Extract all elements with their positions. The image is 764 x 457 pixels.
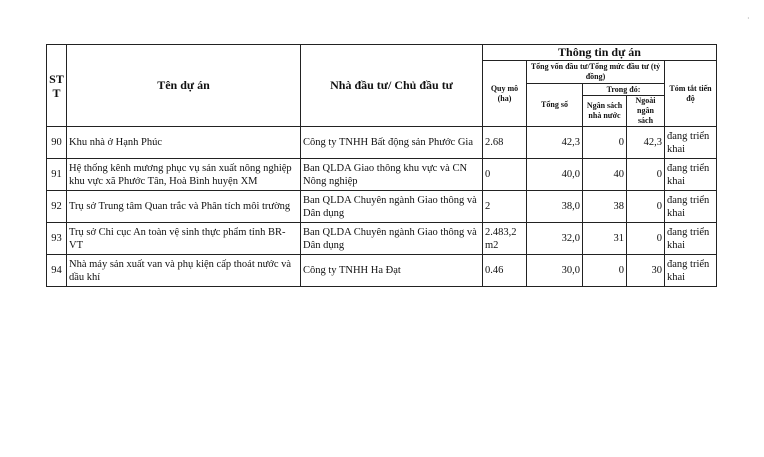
cell-non-budget: 0: [627, 223, 665, 255]
cell-state-budget: 0: [583, 255, 627, 287]
cell-stt: 91: [47, 159, 67, 191]
header-investor: Nhà đầu tư/ Chủ đầu tư: [301, 45, 483, 127]
cell-progress: đang triển khai: [665, 223, 717, 255]
cell-scale: 2.483,2m2: [483, 223, 527, 255]
scan-mark: ·: [747, 14, 750, 23]
table-row: [47, 159, 717, 191]
cell-progress: đang triển khai: [665, 159, 717, 191]
cell-non-budget: 0: [627, 191, 665, 223]
table-row: [47, 255, 717, 287]
header-stt: ST T: [47, 45, 67, 127]
cell-investor: Công ty TNHH Bất động sản Phước Gia: [301, 127, 483, 159]
cell-total: 40,0: [527, 159, 583, 191]
cell-investor: Công ty TNHH Ha Đạt: [301, 255, 483, 287]
table-row: [47, 191, 717, 223]
header-project-info: Thông tin dự án: [483, 45, 717, 61]
header-non-budget: Ngoài ngân sách: [627, 96, 665, 127]
cell-scale: 0.46: [483, 255, 527, 287]
header-project-name: Tên dự án: [67, 45, 301, 127]
cell-investor: Ban QLDA Chuyên ngành Giao thông và Dân dụng: [301, 223, 483, 255]
header-state-budget: Ngân sách nhà nước: [583, 96, 627, 127]
header-total: Tổng số: [527, 84, 583, 127]
cell-state-budget: 0: [583, 127, 627, 159]
project-table: [46, 44, 717, 287]
cell-investor: Ban QLDA Chuyên ngành Giao thông và Dân dụng: [301, 191, 483, 223]
cell-non-budget: 30: [627, 255, 665, 287]
cell-project-name: Trụ sở Trung tâm Quan trắc và Phân tích môi trường: [67, 191, 301, 223]
cell-project-name: Khu nhà ở Hạnh Phúc: [67, 127, 301, 159]
cell-progress: đang triển khai: [665, 191, 717, 223]
cell-stt: 92: [47, 191, 67, 223]
cell-total: 42,3: [527, 127, 583, 159]
header-scale: Quy mô (ha): [483, 61, 527, 127]
cell-scale: 2.68: [483, 127, 527, 159]
cell-scale: 0: [483, 159, 527, 191]
cell-investor: Ban QLDA Giao thông khu vực và CN Nông nghiệp: [301, 159, 483, 191]
table-row: [47, 223, 717, 255]
header-of-which: Trong đó:: [583, 84, 665, 96]
cell-project-name: Trụ sở Chi cục An toàn vệ sinh thực phẩm tỉnh BR-VT: [67, 223, 301, 255]
cell-state-budget: 31: [583, 223, 627, 255]
cell-state-budget: 40: [583, 159, 627, 191]
header-capital: Tổng vốn đầu tư/Tổng mức đầu tư (tỷ đồng): [527, 61, 665, 84]
cell-total: 30,0: [527, 255, 583, 287]
cell-progress: đang triển khai: [665, 127, 717, 159]
header-progress: Tóm tắt tiến độ: [665, 61, 717, 127]
cell-stt: 93: [47, 223, 67, 255]
cell-state-budget: 38: [583, 191, 627, 223]
cell-progress: đang triển khai: [665, 255, 717, 287]
cell-stt: 94: [47, 255, 67, 287]
table-row: [47, 127, 717, 159]
cell-non-budget: 42,3: [627, 127, 665, 159]
cell-total: 32,0: [527, 223, 583, 255]
cell-non-budget: 0: [627, 159, 665, 191]
cell-total: 38,0: [527, 191, 583, 223]
cell-project-name: Nhà máy sản xuất van và phụ kiện cấp thoát nước và dầu khí: [67, 255, 301, 287]
cell-scale: 2: [483, 191, 527, 223]
cell-stt: 90: [47, 127, 67, 159]
cell-project-name: Hệ thống kênh mương phục vụ sản xuất nông nghiệp khu vực xã Phước Tân, Hoà Bình huyện XM: [67, 159, 301, 191]
